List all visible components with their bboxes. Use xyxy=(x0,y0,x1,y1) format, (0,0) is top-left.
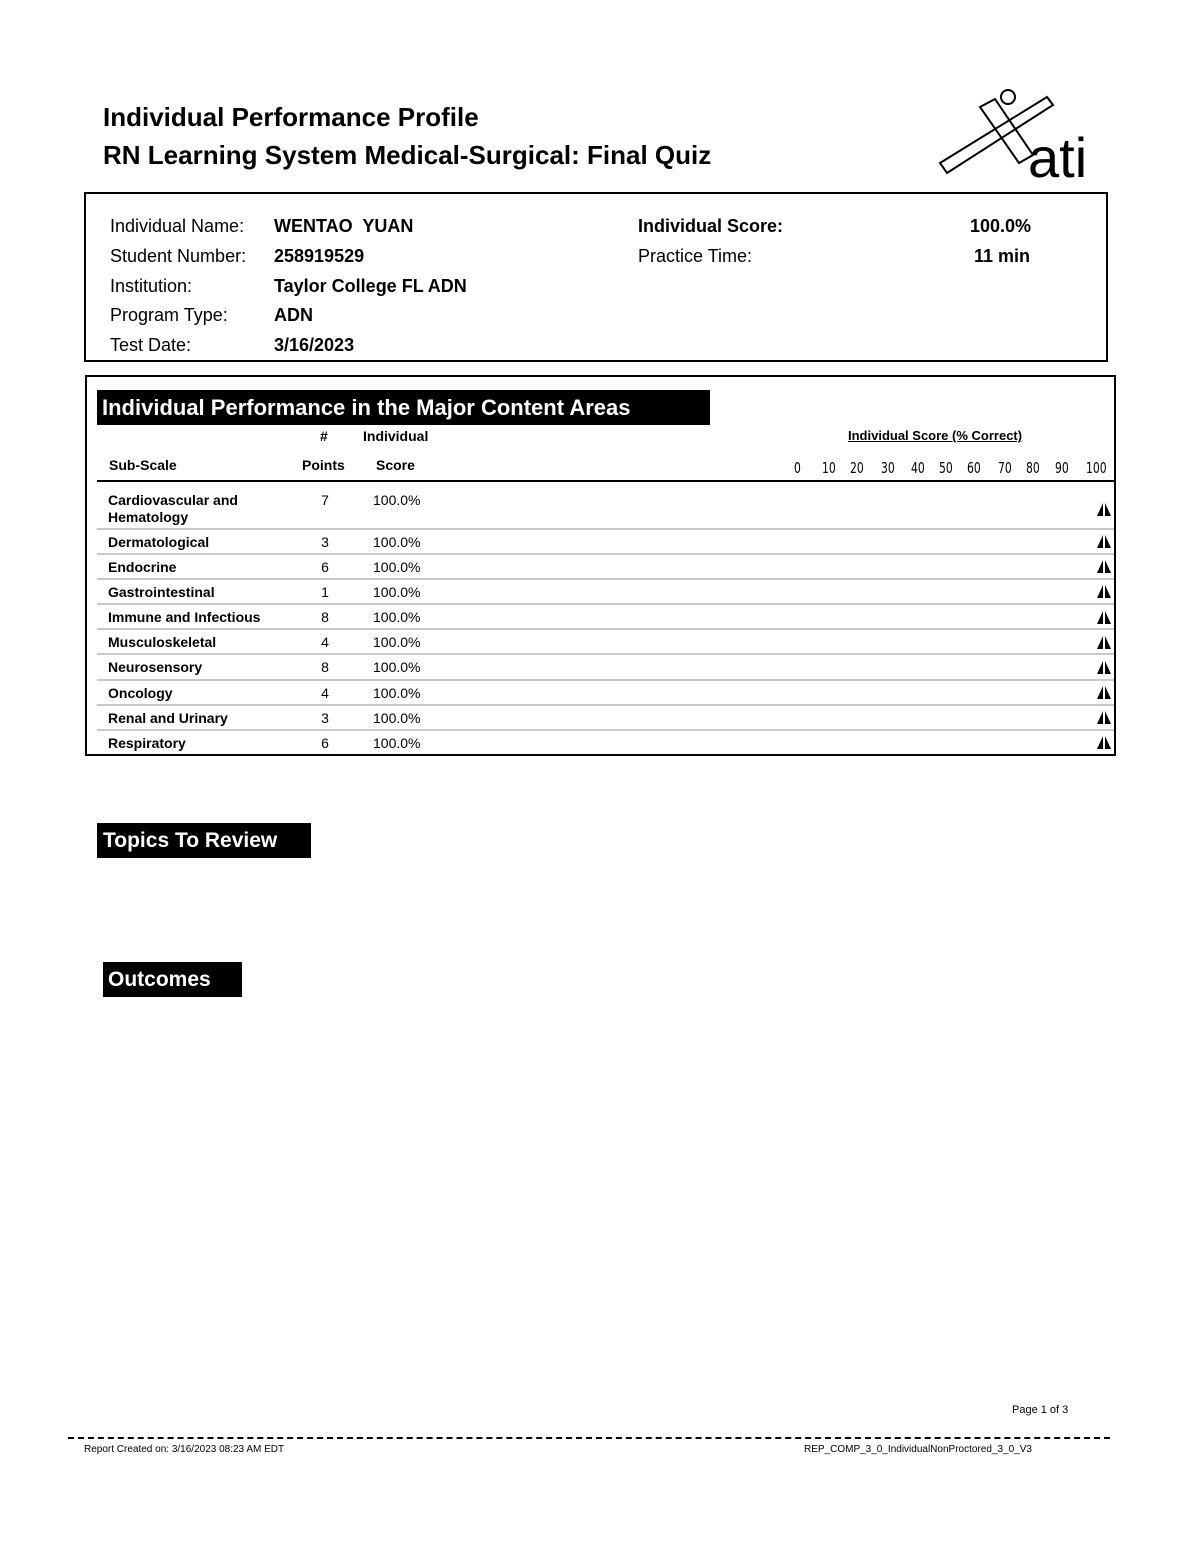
institution-value: Taylor College FL ADN xyxy=(274,276,467,296)
row-divider xyxy=(97,729,1114,731)
report-title: Individual Performance Profile xyxy=(103,102,479,132)
score-marker xyxy=(1097,611,1111,625)
subscale-points: 3 xyxy=(321,534,329,550)
score-marker xyxy=(1097,636,1111,650)
topics-to-review-heading: Topics To Review xyxy=(97,823,311,858)
score-marker xyxy=(1097,535,1111,549)
subscale-name: Dermatological xyxy=(108,534,210,550)
score-marker xyxy=(1097,661,1111,675)
institution-label: Institution: xyxy=(110,276,193,296)
logo-text: ati xyxy=(1028,126,1088,185)
subscale-score: 100.0% xyxy=(373,634,421,650)
page-number: Page 1 of 3 xyxy=(1012,1404,1069,1416)
row-divider xyxy=(97,704,1114,706)
subscale-points: 7 xyxy=(321,492,329,508)
subscale-score: 100.0% xyxy=(373,659,421,675)
practice-time-value: 11 min xyxy=(974,246,1031,266)
score-marker xyxy=(1097,686,1111,700)
subscale-score: 100.0% xyxy=(373,492,421,508)
subscale-name: Renal and Urinary xyxy=(108,710,228,726)
score-marker xyxy=(1097,585,1111,599)
subscale-name: Endocrine xyxy=(108,559,177,575)
subscale-points: 4 xyxy=(321,634,329,650)
ati-logo xyxy=(935,85,1105,185)
score-marker xyxy=(1097,711,1111,725)
header-divider xyxy=(97,480,1114,482)
name-label: Individual Name: xyxy=(110,216,245,236)
row-divider xyxy=(97,603,1114,605)
axis-tick-10: 10 xyxy=(822,459,836,477)
axis-tick-0: 0 xyxy=(794,459,801,477)
report-id: REP_COMP_3_0_IndividualNonProctored_3_0_V3 xyxy=(804,1444,1032,1455)
score-value: 100.0% xyxy=(970,216,1032,236)
axis-tick-30: 30 xyxy=(881,459,895,477)
program-type-label: Program Type: xyxy=(110,305,228,325)
score-marker xyxy=(1097,503,1111,517)
subscale-points: 6 xyxy=(321,735,329,751)
subscale-score: 100.0% xyxy=(373,609,421,625)
test-date-label: Test Date: xyxy=(110,335,192,355)
axis-title: Individual Score (% Correct) xyxy=(848,428,1023,443)
subscale-name: Oncology xyxy=(108,685,173,701)
subscale-points: 3 xyxy=(321,710,329,726)
row-divider xyxy=(97,528,1114,530)
subscale-name: Immune and Infectious xyxy=(108,609,261,625)
report-subtitle: RN Learning System Medical-Surgical: Final Quiz xyxy=(103,140,712,170)
performance-title: Individual Performance in the Major Content Areas xyxy=(97,390,710,425)
student-number-value: 258919529 xyxy=(274,246,365,266)
program-type-value: ADN xyxy=(274,305,313,325)
subscale-score: 100.0% xyxy=(373,534,421,550)
subscale-name: Neurosensory xyxy=(108,659,203,675)
points-header-top: # xyxy=(320,428,328,444)
subscale-score: 100.0% xyxy=(373,584,421,600)
score-header-top: Individual xyxy=(363,428,429,444)
score-marker xyxy=(1097,560,1111,574)
footer-divider xyxy=(68,1437,1110,1439)
student-info-panel xyxy=(84,192,1108,362)
subscale-points: 8 xyxy=(321,609,329,625)
row-divider xyxy=(97,653,1114,655)
subscale-score: 100.0% xyxy=(373,685,421,701)
subscale-score: 100.0% xyxy=(373,710,421,726)
row-divider xyxy=(97,679,1114,681)
axis-tick-90: 90 xyxy=(1055,459,1069,477)
row-divider xyxy=(97,578,1114,580)
subscale-points: 1 xyxy=(321,584,329,600)
axis-tick-70: 70 xyxy=(998,459,1012,477)
report-created: Report Created on: 3/16/2023 08:23 AM EDT xyxy=(84,1444,285,1455)
student-number-label: Student Number: xyxy=(110,246,247,266)
axis-tick-50: 50 xyxy=(939,459,953,477)
axis-tick-100: 100 xyxy=(1086,459,1107,477)
score-label: Individual Score: xyxy=(638,216,784,236)
row-divider xyxy=(97,628,1114,630)
subscale-score: 100.0% xyxy=(373,559,421,575)
subscale-points: 6 xyxy=(321,559,329,575)
outcomes-heading: Outcomes xyxy=(103,962,242,997)
subscale-name: Cardiovascular and Hematology xyxy=(108,492,238,525)
axis-tick-60: 60 xyxy=(967,459,981,477)
score-header: Score xyxy=(376,457,415,473)
axis-tick-80: 80 xyxy=(1026,459,1040,477)
subscale-score: 100.0% xyxy=(373,735,421,751)
subscale-points: 8 xyxy=(321,659,329,675)
test-date-value: 3/16/2023 xyxy=(274,335,355,355)
score-marker xyxy=(1097,736,1111,750)
axis-tick-20: 20 xyxy=(850,459,864,477)
points-header: Points xyxy=(302,457,345,473)
subscale-points: 4 xyxy=(321,685,329,701)
subscale-header: Sub-Scale xyxy=(109,457,177,473)
subscale-name: Respiratory xyxy=(108,735,186,751)
name-value: WENTAO YUAN xyxy=(274,216,414,236)
practice-time-label: Practice Time: xyxy=(638,246,753,266)
axis-tick-40: 40 xyxy=(911,459,925,477)
subscale-name: Musculoskeletal xyxy=(108,634,217,650)
subscale-name: Gastrointestinal xyxy=(108,584,215,600)
row-divider xyxy=(97,553,1114,555)
